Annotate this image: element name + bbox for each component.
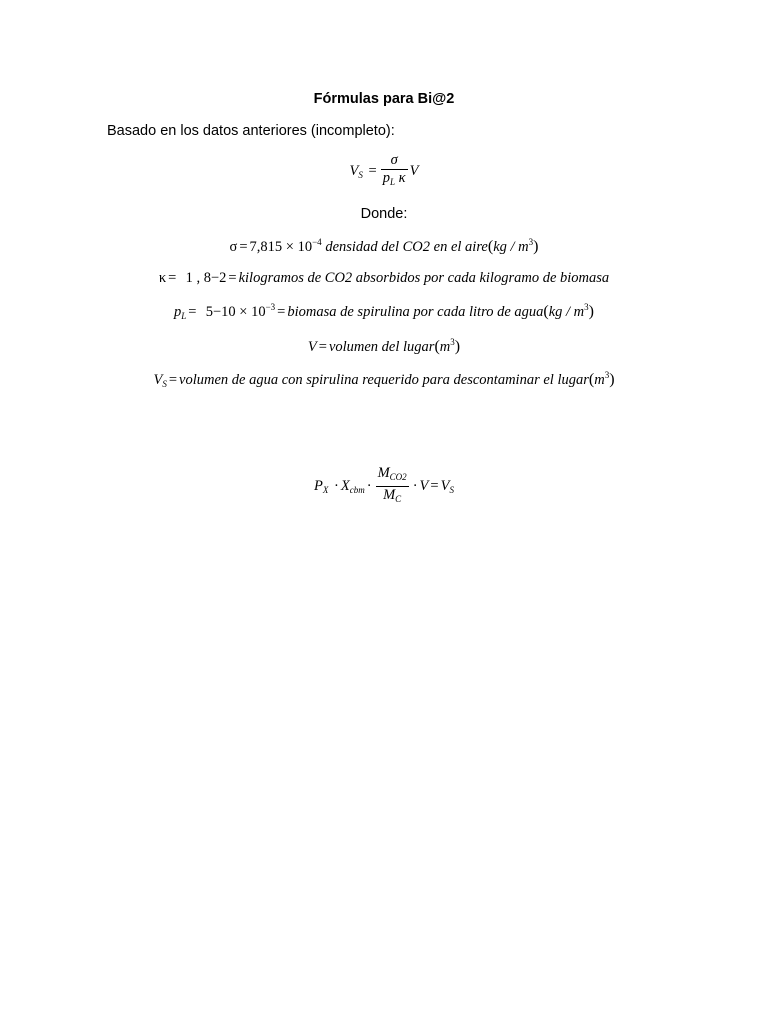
f2-numerator	[376, 465, 409, 486]
f2-vs: V	[440, 477, 450, 494]
f2-fraction	[376, 465, 409, 508]
vs-unit-close: )	[609, 371, 615, 388]
vs-sub: S	[162, 379, 167, 389]
f2-v: V	[419, 477, 429, 494]
vs-unit-open: (	[588, 371, 595, 388]
pl-unit-close: )	[588, 303, 594, 320]
f2-num-m: M	[377, 465, 390, 481]
sigma-unit-exp: 3	[528, 237, 534, 247]
v-unit-close: )	[454, 338, 461, 355]
kappa-eq: =	[168, 270, 177, 286]
f2-x: X	[340, 477, 350, 494]
vs-symbol: V	[153, 372, 163, 388]
kappa-symbol: κ	[158, 270, 167, 286]
pl-desc: biomasa de spirulina por cada litro de agua	[287, 304, 544, 320]
f2-x-sub: cbm	[349, 484, 365, 495]
f1-fraction	[381, 152, 408, 191]
pl-exp: −3	[265, 302, 276, 312]
v-unit: m	[439, 339, 451, 355]
sigma-eq: =	[239, 239, 248, 255]
f1-eq: =	[368, 162, 377, 179]
def-kappa	[0, 270, 768, 287]
f1-rhs: V	[409, 162, 419, 179]
f1-den-sub: L	[389, 177, 395, 187]
v-symbol: V	[307, 339, 317, 355]
f2-p-sub: X	[322, 484, 329, 495]
kappa-value: 1 , 8−2	[185, 270, 227, 286]
pl-sub: L	[181, 311, 187, 321]
vs-eq: =	[168, 372, 178, 388]
v-desc: volumen del lugar	[328, 339, 435, 355]
vs-unit: m	[594, 372, 605, 388]
donde-label: Donde:	[360, 206, 408, 222]
kappa-desc: kilogramos de CO2 absorbidos por cada kilogramo de biomasa	[238, 270, 610, 286]
f2-p: P	[314, 477, 323, 494]
pl-eq2: =	[277, 304, 286, 320]
sigma-unit-open: (	[487, 238, 494, 255]
vs-desc: volumen de agua con spirulina requerido para descontaminar el lugar	[179, 372, 589, 388]
f2-dot3: ·	[412, 477, 418, 494]
pl-unit-exp: 3	[584, 302, 589, 312]
f1-den-kappa: κ	[398, 170, 406, 186]
f2-dot2: ·	[366, 477, 372, 494]
sigma-value: 7,815 × 10	[249, 239, 313, 255]
f2-num-sub: CO2	[389, 472, 407, 482]
f2-dot1: ·	[334, 477, 339, 494]
pl-unit: kg / m	[548, 304, 585, 320]
vs-unit-exp: 3	[604, 370, 610, 380]
f1-lhs-sub: S	[358, 169, 363, 180]
f1-lhs: V	[349, 162, 359, 179]
formula-vs	[0, 152, 768, 191]
def-sigma	[0, 237, 768, 256]
v-unit-open: (	[434, 338, 440, 355]
pl-value: 5−10 × 10	[205, 304, 266, 320]
f1-denominator	[381, 169, 408, 191]
document-title: Fórmulas para Bi@2	[313, 91, 455, 107]
f2-denominator	[376, 486, 409, 508]
f1-den-p: p	[382, 170, 390, 186]
sigma-symbol: σ	[229, 239, 238, 255]
f2-vs-sub: S	[449, 484, 454, 495]
kappa-eq2: =	[228, 270, 237, 286]
v-eq: =	[318, 339, 327, 355]
def-v	[0, 337, 768, 356]
pl-symbol: p	[174, 304, 182, 320]
sigma-desc: densidad del CO2 en el aire	[325, 239, 488, 255]
sigma-exp: −4	[312, 237, 322, 247]
sigma-unit: kg / m	[493, 239, 529, 255]
f2-den-sub: C	[395, 494, 402, 504]
def-pl	[0, 302, 768, 321]
sigma-unit-close: )	[533, 238, 539, 255]
f1-numerator: σ	[390, 152, 398, 168]
formula-biomass	[0, 465, 768, 508]
v-unit-exp: 3	[450, 337, 455, 347]
f2-eq: =	[430, 477, 439, 494]
pl-eq: =	[188, 304, 197, 320]
def-vs	[0, 370, 768, 389]
f2-den-m: M	[383, 487, 396, 503]
intro-text: Basado en los datos anteriores (incompleto):	[107, 123, 395, 139]
pl-unit-open: (	[543, 303, 549, 320]
